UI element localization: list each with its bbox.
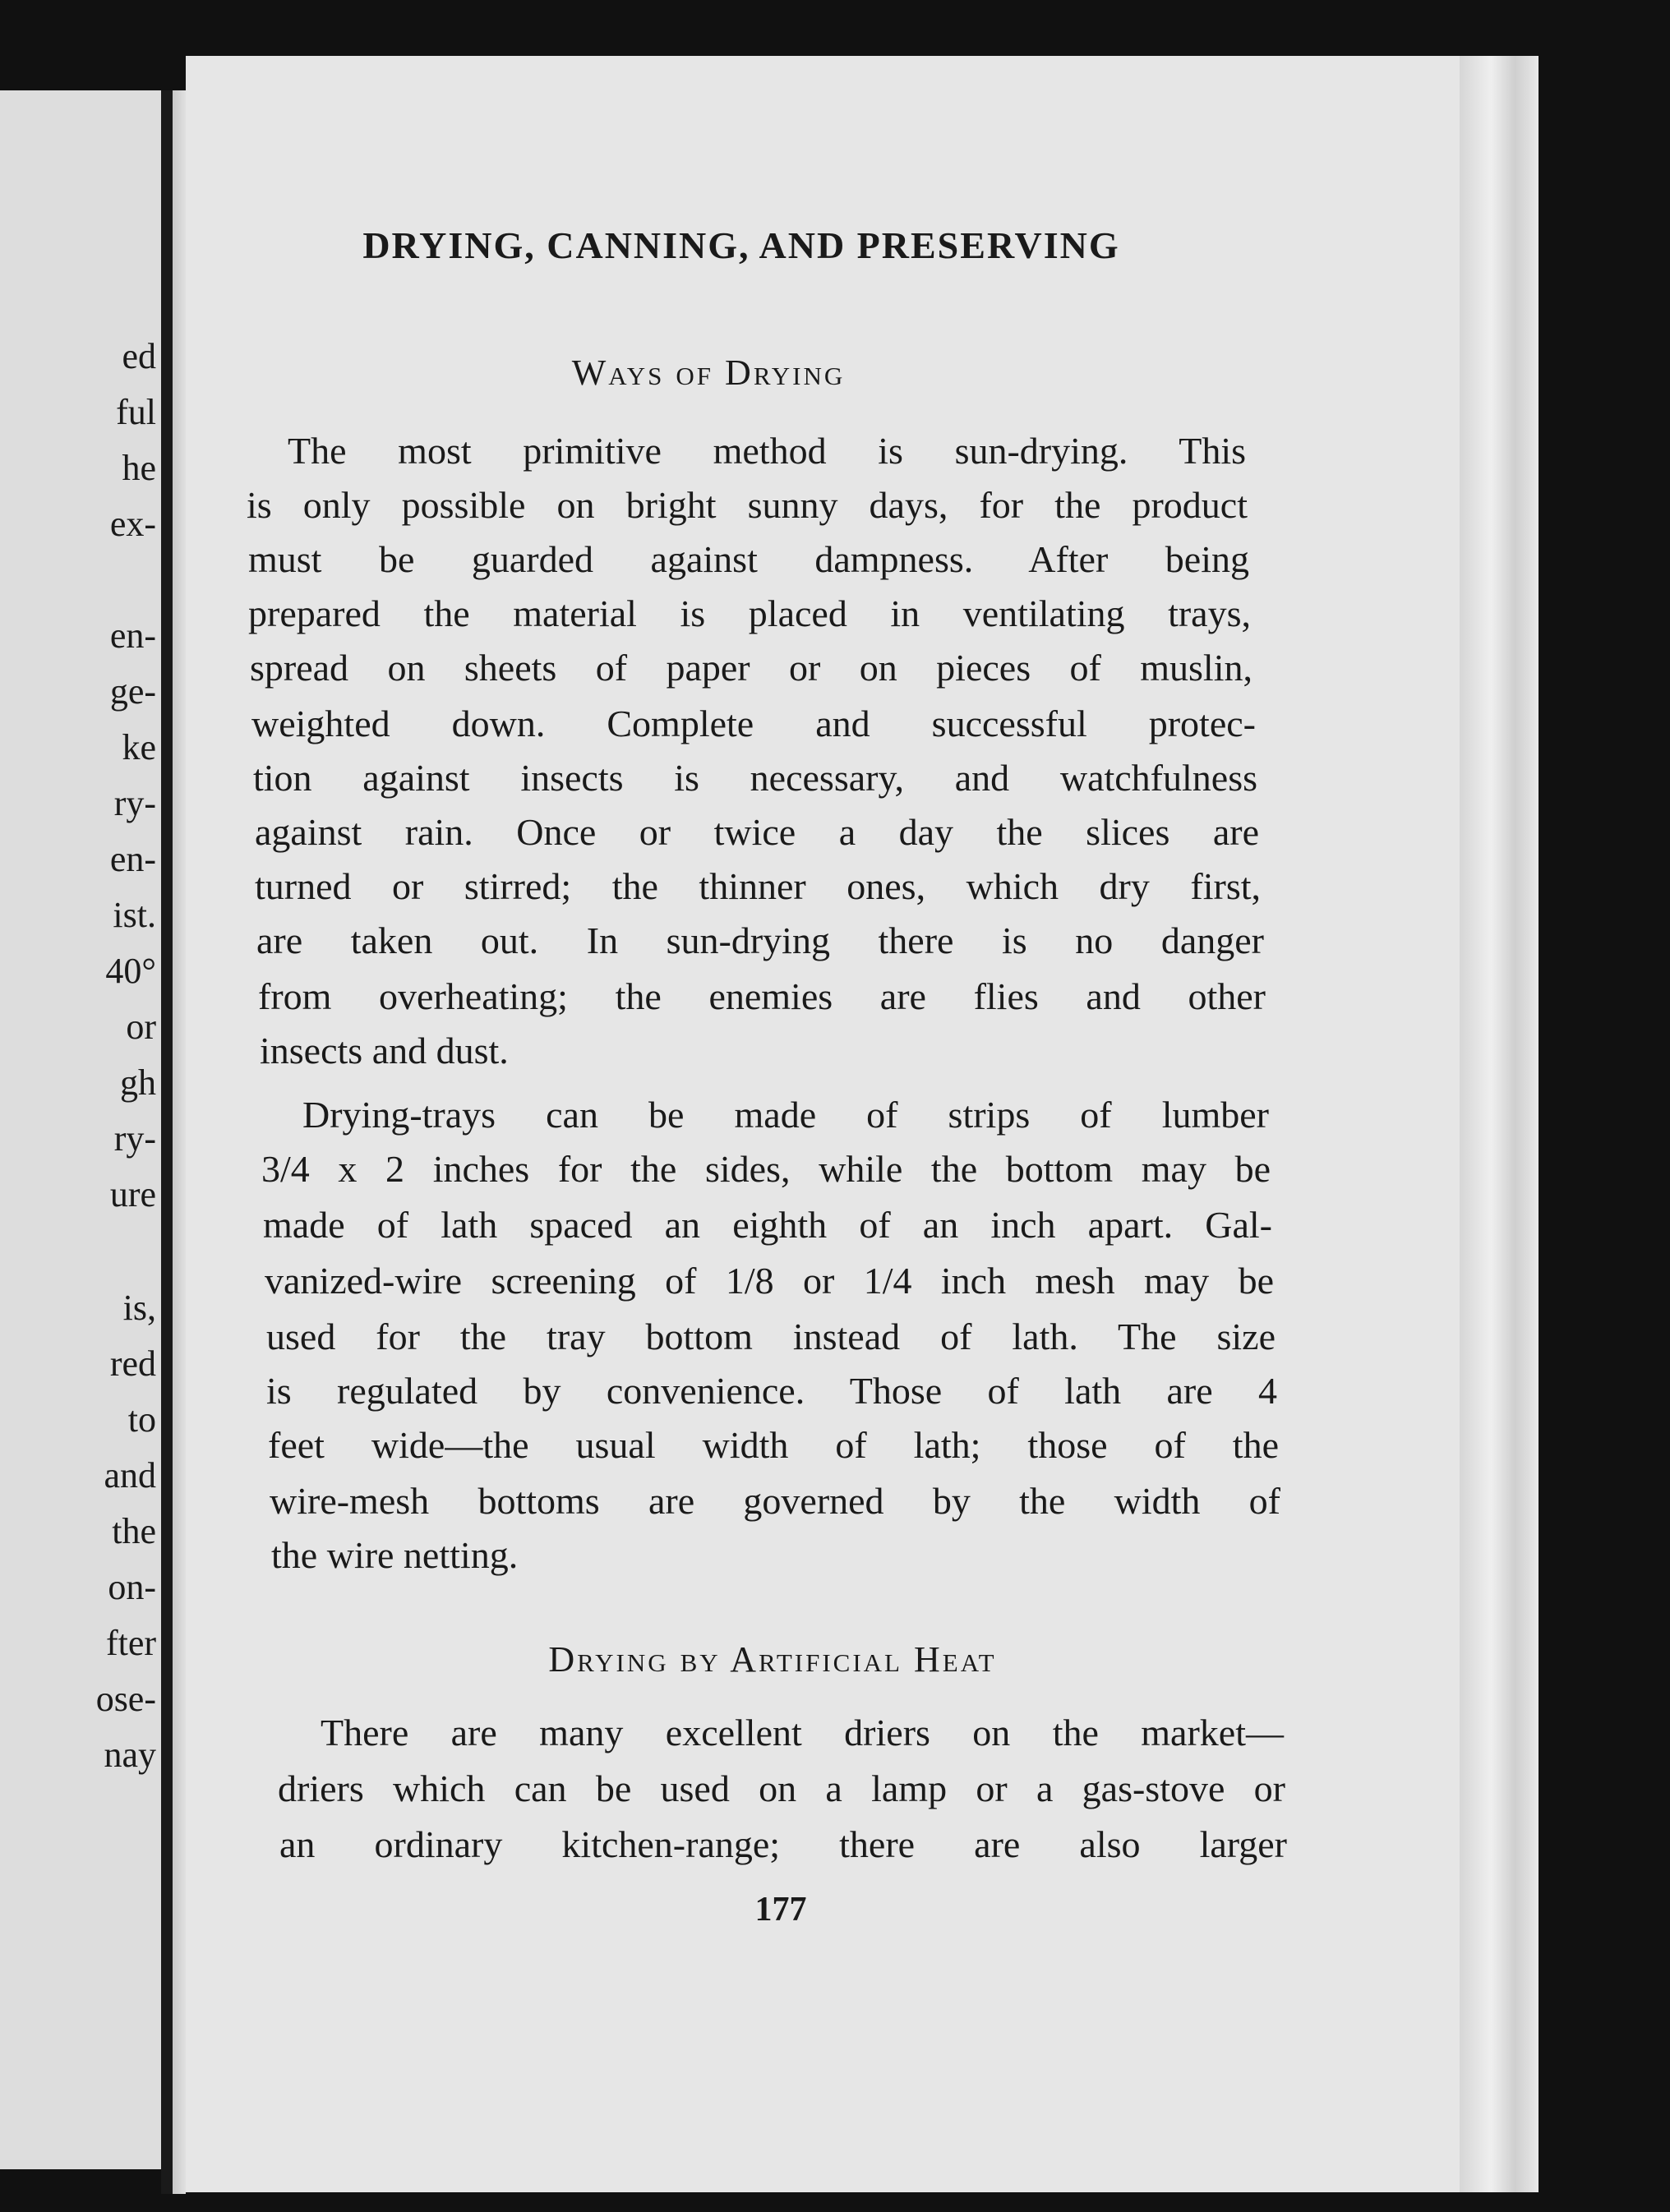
left-fragment: red: [109, 1343, 156, 1384]
left-fragment: is,: [122, 1288, 156, 1328]
left-fragment: en-: [109, 615, 156, 656]
text-line: insects and dust.: [260, 1030, 509, 1071]
page-edge: [1460, 56, 1539, 2192]
text-line: feet wide—the usual width of lath; those of the: [268, 1424, 1279, 1466]
left-fragment: ure: [109, 1174, 156, 1214]
text-line: against rain. Once or twice a day the slices are: [255, 811, 1259, 853]
text-line: prepared the material is placed in ventilating trays,: [248, 592, 1251, 634]
left-fragment: ex-: [109, 504, 156, 544]
left-fragment: gh: [120, 1062, 156, 1103]
text-line: There are many excellent driers on the market—: [321, 1712, 1284, 1753]
text-line: from overheating; the enemies are flies and other: [258, 975, 1266, 1017]
left-fragment: 40°: [105, 951, 156, 991]
left-fragment: ry-: [113, 1118, 156, 1159]
text-line: 3/4 x 2 inches for the sides, while the bottom may be: [261, 1148, 1271, 1190]
left-fragment: on-: [108, 1567, 156, 1607]
text-line: driers which can be used on a lamp or a gas-stove or: [278, 1767, 1285, 1809]
left-fragment: ge-: [109, 671, 156, 712]
text-line: are taken out. In sun-drying there is no danger: [256, 919, 1264, 961]
section-title-drying-by-artificial-heat: Drying by Artificial Heat: [548, 1639, 997, 1680]
text-line: wire-mesh bottoms are governed by the width of: [270, 1480, 1280, 1522]
left-fragment: the: [112, 1511, 156, 1551]
left-fragment: ry-: [113, 783, 156, 823]
left-fragment: ke: [122, 727, 156, 767]
text-line: is regulated by convenience. Those of lath are 4: [266, 1370, 1277, 1412]
left-fragment: ose-: [95, 1679, 156, 1719]
text-line: Drying-trays can be made of strips of lumber: [302, 1094, 1269, 1136]
left-fragment: ful: [116, 392, 156, 432]
text-line: spread on sheets of paper or on pieces of muslin,: [250, 647, 1252, 689]
left-fragment: ist.: [113, 895, 156, 935]
section-title-ways-of-drying: Ways of Drying: [571, 353, 846, 393]
text-line: turned or stirred; the thinner ones, which dry first,: [255, 865, 1261, 907]
text-line: The most primitive method is sun-drying. This: [288, 430, 1246, 472]
book-spine: [161, 90, 186, 2194]
running-head: DRYING, CANNING, AND PRESERVING: [362, 224, 1120, 266]
left-facing-page: [0, 90, 161, 2169]
text-line: made of lath spaced an eighth of an inch apart. Gal-: [263, 1204, 1272, 1246]
left-fragment: to: [127, 1399, 156, 1440]
left-fragment: fter: [105, 1623, 156, 1663]
text-line: the wire netting.: [271, 1534, 519, 1576]
text-line: tion against insects is necessary, and watchfulness: [253, 757, 1257, 799]
text-line: weighted down. Complete and successful protec-: [251, 703, 1256, 744]
left-fragment: and: [104, 1455, 156, 1495]
left-fragment: en-: [109, 839, 156, 879]
text-line: must be guarded against dampness. After being: [248, 538, 1249, 580]
page-number: 177: [754, 1891, 807, 1929]
text-line: used for the tray bottom instead of lath. The size: [266, 1316, 1276, 1357]
left-fragment: or: [126, 1007, 156, 1047]
text-line: is only possible on bright sunny days, for the product: [247, 484, 1248, 526]
left-fragment: he: [122, 448, 156, 488]
text-line: an ordinary kitchen-range; there are also larger: [279, 1823, 1287, 1865]
left-fragment: nay: [104, 1735, 156, 1775]
left-fragment: ed: [122, 336, 156, 376]
text-line: vanized-wire screening of 1/8 or 1/4 inch mesh may be: [265, 1260, 1274, 1302]
